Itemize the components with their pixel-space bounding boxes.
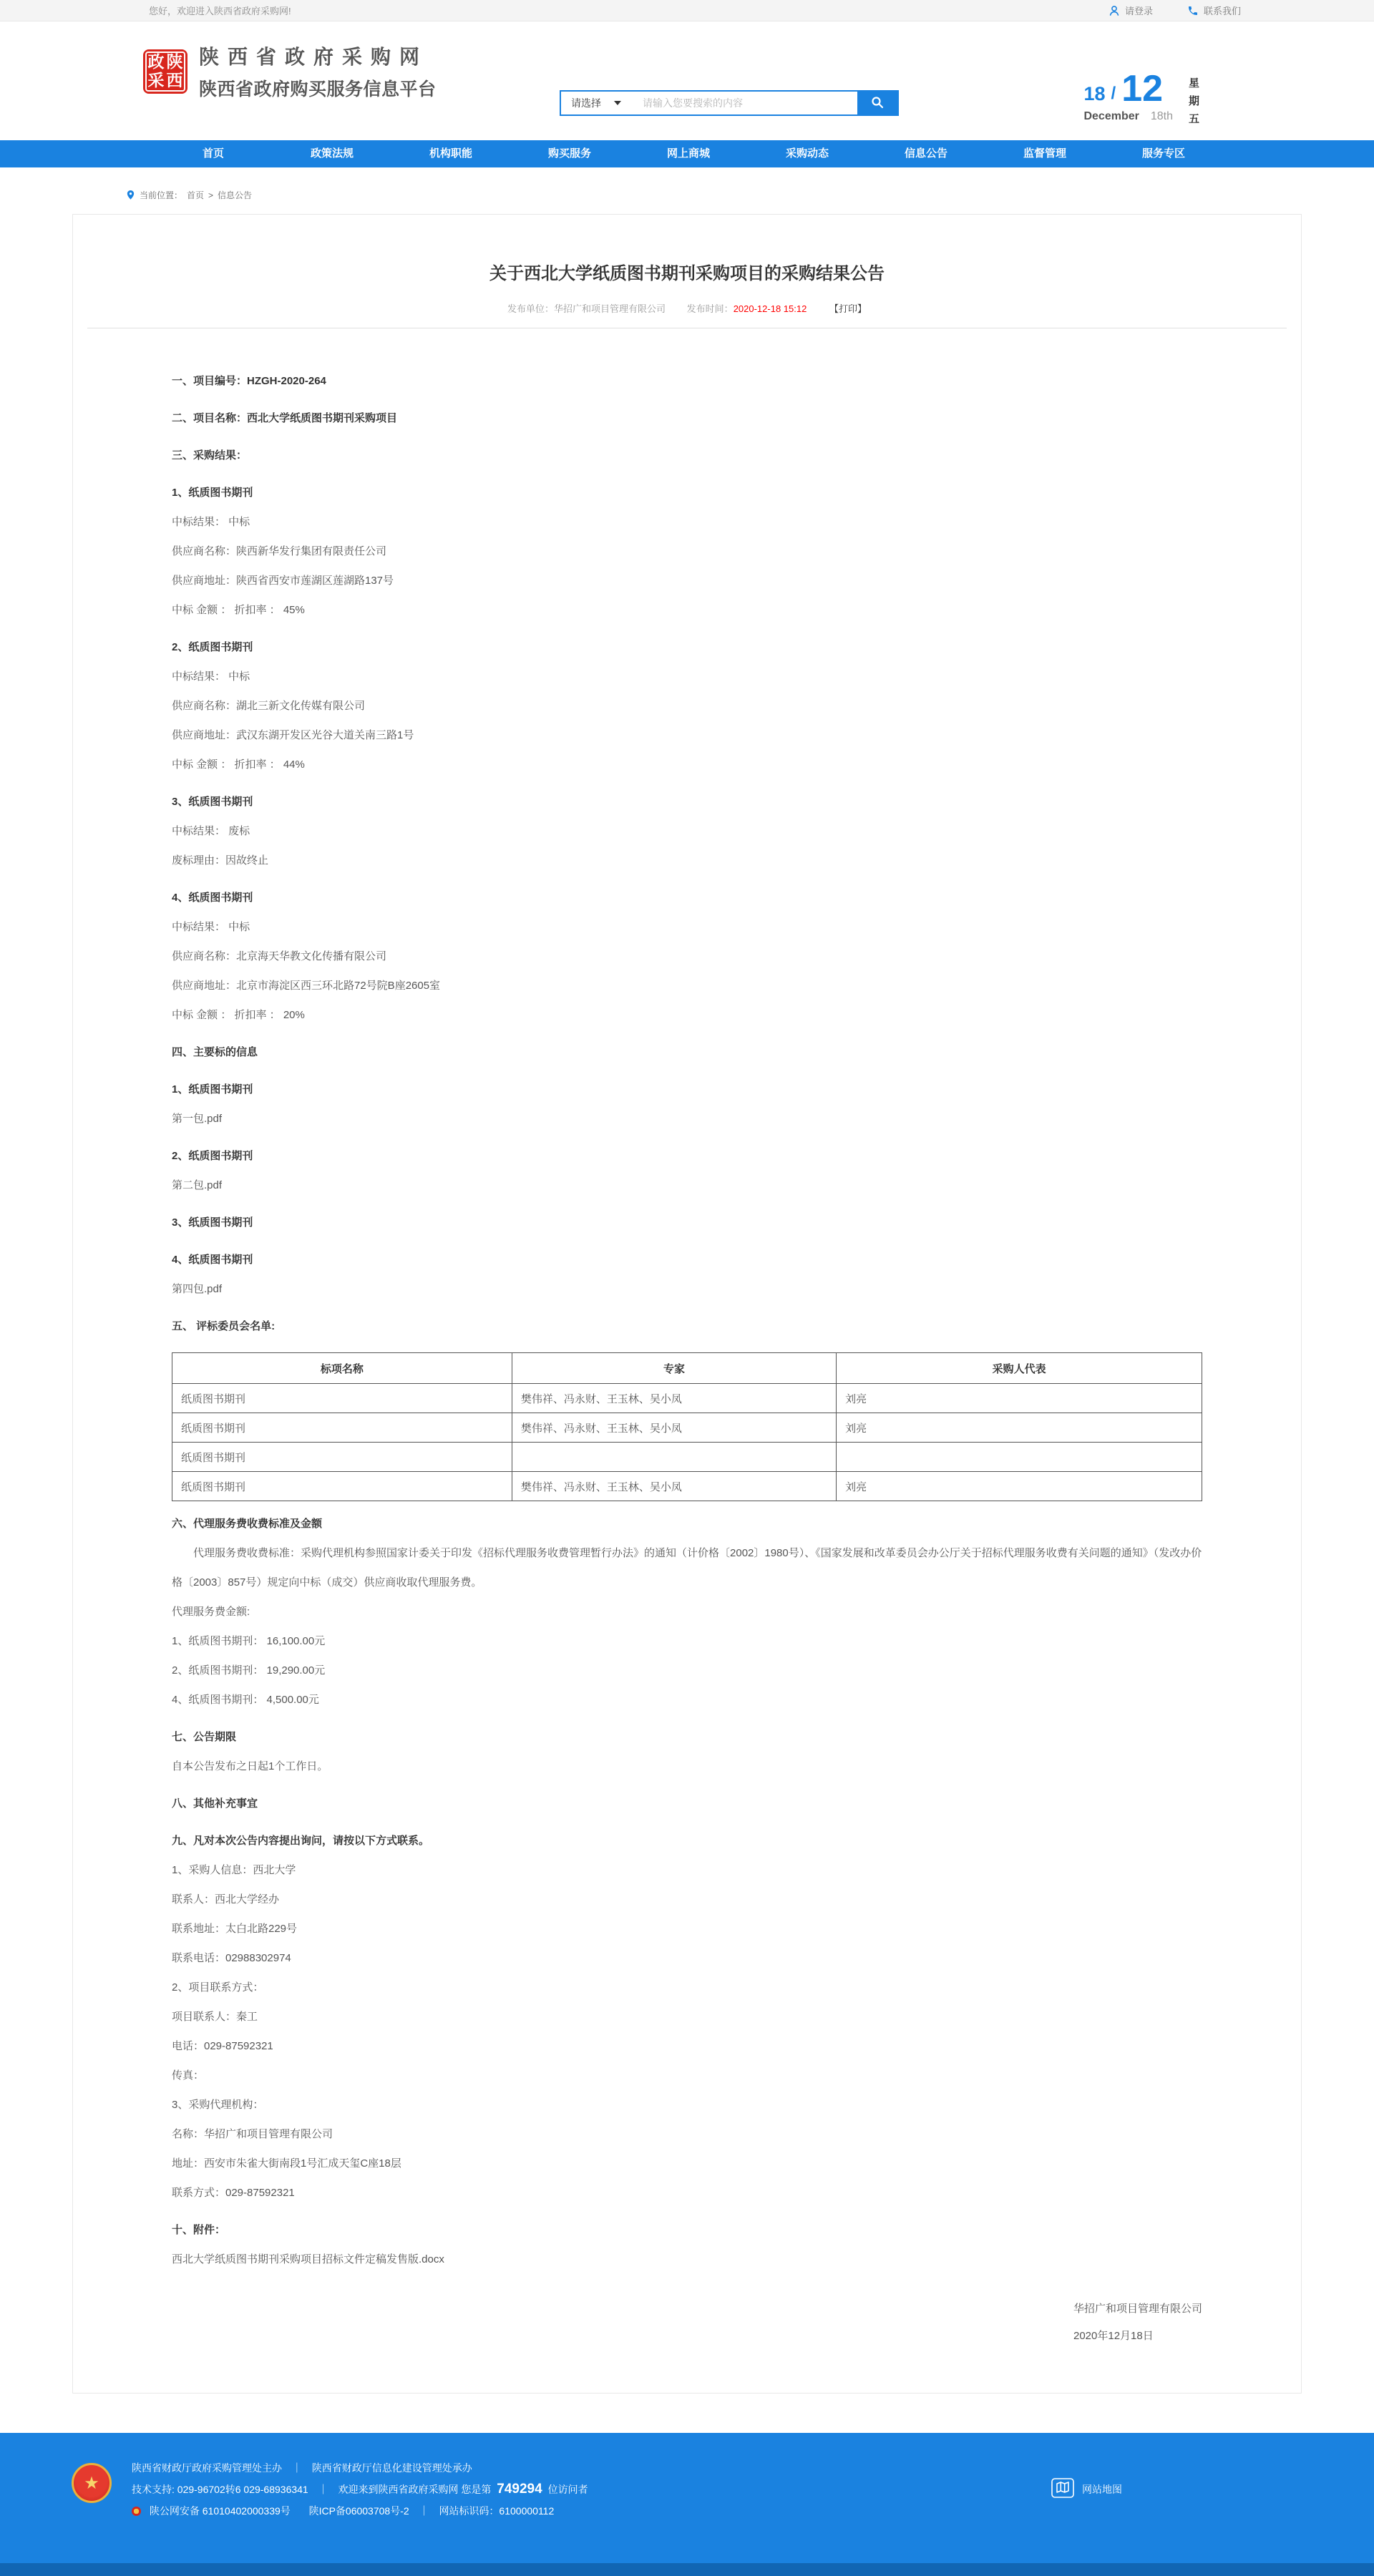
site-code-text: 网站标识码：6100000112 [439, 2505, 555, 2517]
weekday-char: 五 [1188, 113, 1199, 125]
committee-table [172, 1352, 1202, 1501]
content-line: 名称：华招广和项目管理有限公司 [172, 2128, 333, 2141]
site-subtitle: 陕西省政府购买服务信息平台 [199, 79, 437, 99]
table-cell: 刘亮 [837, 1413, 1202, 1443]
undertaker-text: 陕西省财政厅信息化建设管理处承办 [311, 2462, 472, 2474]
table-cell: 纸质图书期刊 [172, 1384, 512, 1413]
content-line: 1、采购人信息：西北大学 [172, 1864, 296, 1877]
location-pin-icon [126, 190, 135, 200]
content-line: 1、纸质图书期刊： 16,100.00元 [172, 1635, 326, 1648]
chevron-down-icon [614, 101, 621, 105]
content-line: 代理服务费金额: [172, 1606, 250, 1619]
content-line: 中标结果： 废标 [172, 825, 250, 838]
content-line: 供应商地址：武汉东湖开发区光谷大道关南三路1号 [172, 729, 414, 742]
date-main [1083, 68, 1173, 128]
content-heading: 2、纸质图书期刊 [172, 1150, 253, 1163]
content-heading: 4、纸质图书期刊 [172, 1254, 253, 1267]
content-heading: 2、纸质图书期刊 [172, 641, 253, 654]
breadcrumb-home[interactable]: 首页 [187, 190, 205, 200]
breadcrumb-separator: > [208, 190, 214, 200]
table-header-cell: 标项名称 [172, 1353, 512, 1384]
table-cell: 刘亮 [837, 1384, 1202, 1413]
site-logo[interactable] [143, 42, 437, 101]
publisher-value: 华招广和项目管理有限公司 [554, 303, 666, 315]
footer-line-beian [132, 2500, 588, 2522]
beian1-text[interactable]: 陕公网安备 61010402000339号 [149, 2505, 291, 2517]
content-line: 代理服务费收费标准：采购代理机构参照国家计委关于印发《招标代理服务收费管理暂行办法》的通知（计价格〔2002〕1980号）、《国家发展和改革委员会办公厅关于招标代理服务收费有关问题的通知》（发改办价格〔2003〕857号）规定向中标（成交）供应商收取代理服务费。 [172, 1547, 1202, 1589]
login-link[interactable] [1109, 4, 1153, 17]
print-button[interactable]: 【打印】 [829, 303, 867, 315]
main-nav [0, 140, 1374, 167]
publisher-label: 发布单位： [507, 303, 555, 315]
nav-item[interactable]: 采购动态 [785, 147, 829, 160]
logo-seal [143, 49, 187, 94]
breadcrumb [0, 167, 1374, 210]
footer-lines [132, 2457, 588, 2522]
content-heading: 二、项目名称：西北大学纸质图书期刊采购项目 [172, 412, 398, 425]
visitor-prefix: 欢迎来到陕西省政府采购网 您是第 [338, 2484, 492, 2496]
content-heading: 1、纸质图书期刊 [172, 1083, 253, 1096]
content-heading: 六、代理服务费收费标准及金额 [172, 1518, 323, 1531]
breadcrumb-label: 当前位置： [140, 190, 183, 200]
organizer-text: 陕西省财政厅政府采购管理处主办 [132, 2462, 282, 2474]
publish-time-label: 发布时间： [686, 303, 734, 315]
search-category-select[interactable] [561, 92, 634, 114]
search-bar [560, 90, 899, 116]
content-line: 联系电话：02988302974 [172, 1952, 291, 1965]
footer [0, 2433, 1374, 2576]
publish-time-value: 2020-12-18 15:12 [733, 303, 807, 315]
content-line: 中标结果： 中标 [172, 921, 250, 934]
table-cell [837, 1443, 1202, 1472]
search-icon [870, 95, 885, 112]
contact-link[interactable] [1187, 4, 1241, 17]
footer-divider: ｜ [291, 2462, 302, 2474]
content-section-bottom [172, 1509, 1202, 2274]
content-heading: 3、纸质图书期刊 [172, 796, 253, 809]
table-cell: 刘亮 [837, 1472, 1202, 1501]
logo-character: 陕 [166, 52, 183, 71]
footer-bottom-strip [0, 2563, 1374, 2576]
attachment-link[interactable]: 第四包.pdf [172, 1283, 223, 1296]
sitemap-link[interactable] [1051, 2477, 1122, 2501]
weekday-char: 星 [1188, 77, 1199, 89]
date-day: 18 [1083, 83, 1106, 104]
weekday-char: 期 [1188, 95, 1199, 107]
content-heading: 1、纸质图书期刊 [172, 487, 253, 499]
nav-item[interactable]: 服务专区 [1141, 147, 1185, 160]
sitemap-label: 网站地图 [1082, 2483, 1122, 2495]
table-cell: 樊伟祥、冯永财、王玉林、吴小凤 [512, 1413, 836, 1443]
table-header-cell: 专家 [512, 1353, 836, 1384]
logo-character: 采 [147, 71, 165, 89]
content-line: 地址：西安市朱雀大街南段1号汇成天玺C座18层 [172, 2157, 401, 2170]
visitor-suffix: 位访问者 [547, 2484, 588, 2496]
content-line: 2、项目联系方式： [172, 1981, 264, 1994]
table-row [172, 1443, 1202, 1472]
sitemap-icon [1051, 2477, 1075, 2501]
nav-item[interactable]: 监督管理 [1023, 147, 1066, 160]
support-text: 技术支持: 029-96702转6 029-68936341 [132, 2484, 308, 2496]
topbar-right [1109, 4, 1241, 17]
table-row [172, 1413, 1202, 1443]
footer-divider: ｜ [318, 2484, 328, 2496]
content-heading: 八、其他补充事宜 [172, 1797, 258, 1810]
content-line: 供应商名称：陕西新华发行集团有限责任公司 [172, 545, 387, 558]
content-line: 中标 金额 ： 折扣率 ： 20% [172, 1009, 305, 1022]
content-line: 供应商地址：陕西省西安市莲湖区莲湖路137号 [172, 575, 394, 587]
attachment-link[interactable]: 第二包.pdf [172, 1179, 223, 1192]
table-row [172, 1384, 1202, 1413]
table-header-cell: 采购人代表 [837, 1353, 1202, 1384]
content-heading: 三、采购结果： [172, 449, 248, 462]
footer-line-support [132, 2479, 588, 2500]
date-month: 12 [1121, 68, 1164, 109]
content-line: 联系方式：029-87592321 [172, 2187, 295, 2200]
nav-item[interactable]: 网上商城 [666, 147, 710, 160]
table-cell [512, 1443, 836, 1472]
page-title: 关于西北大学纸质图书期刊采购项目的采购结果公告 [489, 264, 885, 284]
welcome-text: 您好，欢迎进入陕西省政府采购网! [149, 6, 291, 16]
content-line: 联系地址：太白北路229号 [172, 1923, 298, 1936]
nav-item[interactable]: 购买服务 [547, 147, 591, 160]
header [0, 21, 1374, 140]
visitor-count: 749294 [497, 2482, 542, 2497]
nav-item[interactable]: 政策法规 [310, 147, 354, 160]
article-meta [73, 301, 1301, 315]
article-body [73, 328, 1301, 2350]
content-heading: 五、 评标委员会名单: [172, 1320, 276, 1333]
content-line: 联系人：西北大学经办 [172, 1893, 280, 1906]
date-day-ordinal: 18th [1150, 110, 1173, 122]
user-icon [1109, 5, 1120, 16]
signature-line: 2020年12月18日 [1073, 2330, 1154, 2343]
content-heading: 四、主要标的信息 [172, 1046, 258, 1059]
date-sub [1083, 110, 1173, 123]
footer-inner [0, 2433, 1374, 2522]
site-titles [199, 42, 437, 101]
content-line: 传真： [172, 2069, 205, 2082]
content-line: 供应商地址：北京市海淀区西三环北路72号院B座2605室 [172, 980, 441, 992]
article-card [72, 214, 1302, 2394]
content-heading: 七、公告期限 [172, 1731, 237, 1744]
content-heading: 4、纸质图书期刊 [172, 892, 253, 904]
site-name: 陕西省政府采购网 [199, 46, 429, 68]
date-separator: / [1111, 84, 1116, 103]
signature-line: 华招广和项目管理有限公司 [1073, 2303, 1202, 2316]
logo-character: 西 [166, 71, 183, 89]
logo-character: 政 [147, 52, 165, 71]
date-weekday [1189, 73, 1199, 128]
footer-line-organizer [132, 2457, 588, 2479]
content-heading: 九、凡对本次公告内容提出询问，请按以下方式联系。 [172, 1835, 430, 1848]
attachment-link[interactable]: 第一包.pdf [172, 1113, 223, 1126]
content-line: 中标 金额 ： 折扣率 ： 45% [172, 604, 305, 617]
nav-item[interactable]: 信息公告 [904, 147, 947, 160]
content-heading: 3、纸质图书期刊 [172, 1216, 253, 1229]
table-cell: 纸质图书期刊 [172, 1413, 512, 1443]
topbar [0, 0, 1374, 21]
content-line: 2、纸质图书期刊： 19,290.00元 [172, 1664, 326, 1677]
search-input[interactable] [634, 92, 857, 114]
date-numbers [1083, 68, 1173, 109]
attachment-link[interactable]: 西北大学纸质图书期刊采购项目招标文件定稿发售版.docx [172, 2253, 444, 2266]
breadcrumb-current: 信息公告 [218, 190, 253, 200]
date-widget [1083, 68, 1199, 128]
nav-item[interactable]: 首页 [202, 147, 224, 160]
procurement-emblem-icon [72, 2463, 112, 2503]
content-line: 中标结果： 中标 [172, 516, 250, 529]
footer-divider: ｜ [419, 2505, 429, 2517]
search-button[interactable] [857, 92, 897, 114]
search-select-label: 请选择 [571, 97, 601, 109]
content-heading: 十、附件： [172, 2224, 226, 2237]
table-cell: 纸质图书期刊 [172, 1472, 512, 1501]
content-line: 供应商名称：湖北三新文化传媒有限公司 [172, 700, 366, 713]
content-line: 自本公告发布之日起1个工作日。 [172, 1760, 328, 1773]
phone-icon [1187, 5, 1199, 16]
content-line: 3、采购代理机构： [172, 2099, 264, 2112]
content-line: 电话：029-87592321 [172, 2040, 273, 2053]
table-cell: 樊伟祥、冯永财、王玉林、吴小凤 [512, 1472, 836, 1501]
table-cell: 樊伟祥、冯永财、王玉林、吴小凤 [512, 1384, 836, 1413]
beian2-text[interactable]: 陕ICP备06003708号-2 [308, 2505, 409, 2517]
content-line: 供应商名称：北京海天华教文化传播有限公司 [172, 950, 387, 963]
table-row [172, 1472, 1202, 1501]
content-line: 中标 金额 ： 折扣率 ： 44% [172, 758, 305, 771]
content-line: 中标结果： 中标 [172, 670, 250, 683]
content-line: 废标理由：因故终止 [172, 854, 269, 867]
signature-block [1073, 2296, 1202, 2350]
content-heading: 一、项目编号：HZGH-2020-264 [172, 375, 326, 388]
nav-item[interactable]: 机构职能 [429, 147, 472, 160]
date-month-name: December [1083, 110, 1139, 122]
table-header-row [172, 1353, 1202, 1384]
table-body [172, 1384, 1202, 1501]
table-cell: 纸质图书期刊 [172, 1443, 512, 1472]
content-line: 4、纸质图书期刊： 4,500.00元 [172, 1694, 319, 1707]
login-label: 请登录 [1124, 6, 1153, 16]
content-section-top [172, 366, 1202, 1341]
public-security-badge-icon [132, 2507, 141, 2516]
content-line: 项目联系人：秦工 [172, 2011, 258, 2024]
contact-label: 联系我们 [1203, 6, 1241, 16]
